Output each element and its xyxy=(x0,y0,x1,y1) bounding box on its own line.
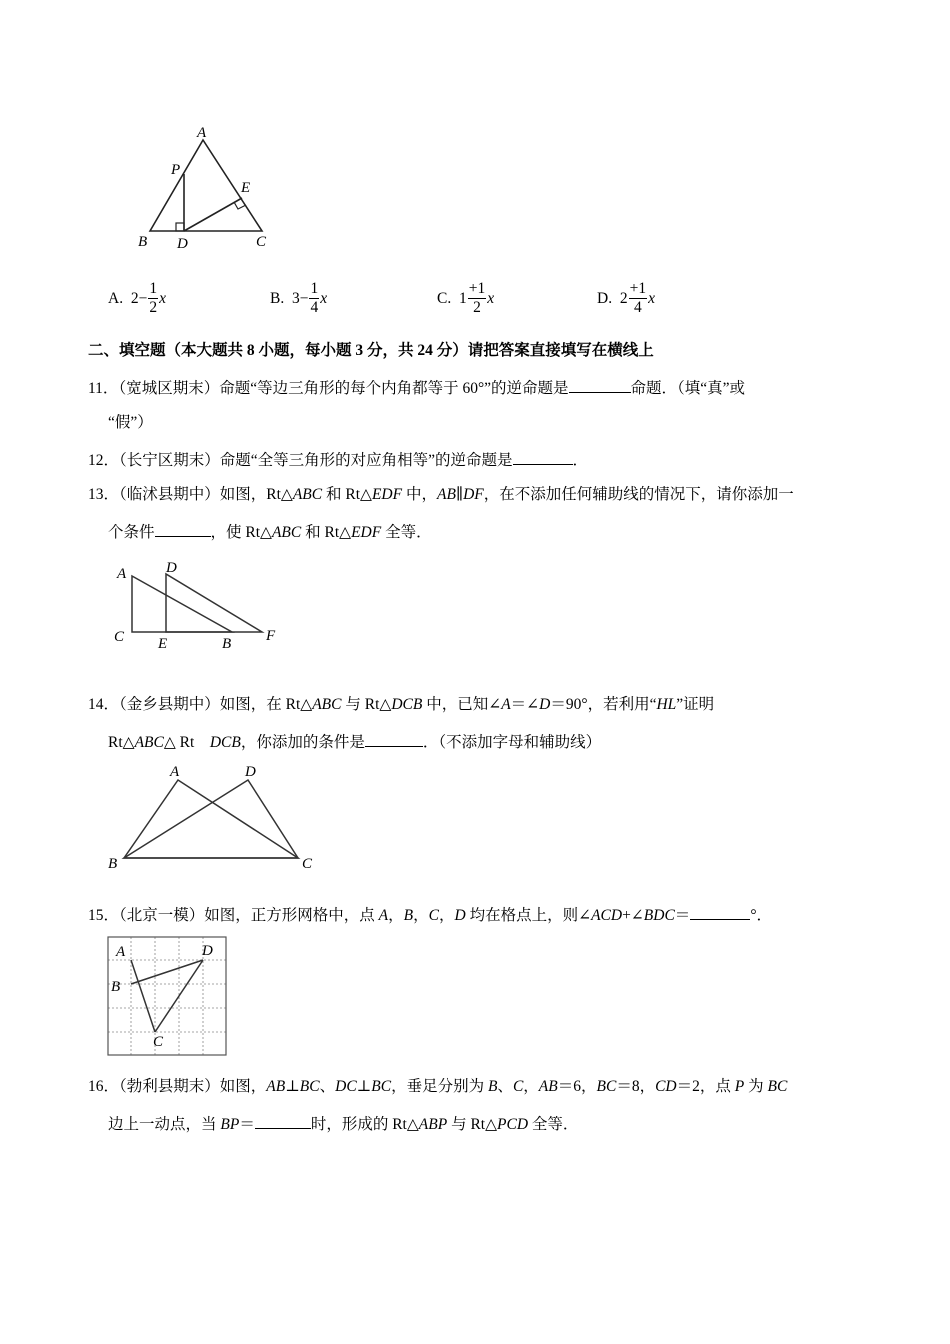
segment-bd xyxy=(131,960,203,984)
label-c: C xyxy=(153,1034,164,1050)
segment-ac xyxy=(131,960,155,1032)
label-a: A xyxy=(117,566,127,582)
fraction: $\frac{+1}{4}$ xyxy=(629,280,647,316)
label-a: A xyxy=(197,125,207,141)
label-d: D xyxy=(245,764,256,780)
option-c[interactable]: C. 1 $\frac{+1}{2}$ x xyxy=(437,280,495,316)
fraction: $\frac{+1}{2}$ xyxy=(468,280,486,316)
answer-blank[interactable] xyxy=(255,1113,311,1129)
question-14-line-2: Rt△ABC△ Rt DCB，你添加的条件是 ．（不添加字母和辅助线） xyxy=(108,731,601,753)
label-c: C xyxy=(302,856,313,872)
option-d[interactable]: D. 2 $\frac{+1}{4}$ x xyxy=(597,280,655,316)
label-b: B xyxy=(111,979,121,995)
label-b: B xyxy=(222,636,232,652)
label-a: A xyxy=(170,764,180,780)
label-f: F xyxy=(266,628,276,644)
label-e: E xyxy=(241,180,251,196)
section-heading: 二、填空题（本大题共 8 小题，每小题 3 分，共 24 分）请把答案直接填写在横线上 xyxy=(88,342,654,359)
option-b[interactable]: B. 3 − $\frac{1}{4}$ x xyxy=(270,280,328,316)
question-16-line-2: 边上一动点，当 BP＝ 时，形成的 Rt△ABP 与 Rt△PCD 全等． xyxy=(108,1113,578,1135)
fraction: $\frac{1}{4}$ xyxy=(310,280,319,316)
label-c: C xyxy=(114,629,125,645)
fraction: $\frac{1}{2}$ xyxy=(149,280,158,316)
question-15: 15．（北京一模）如图，正方形网格中，点 A，B，C，D 均在格点上，则∠ACD+∠BDC＝ °． xyxy=(88,904,772,926)
option-a[interactable]: A. 2 − $\frac{1}{2}$ x xyxy=(108,280,166,316)
question-13-line-2: 个条件 ，使 Rt△ABC 和 Rt△EDF 全等． xyxy=(108,521,432,543)
label-c: C xyxy=(256,234,267,250)
label-d: D xyxy=(202,943,213,959)
label-b: B xyxy=(108,856,118,872)
question-11-line-2: “假”） xyxy=(108,414,153,431)
question-12: 12．（长宁区期末）命题“全等三角形的对应角相等”的逆命题是 ． xyxy=(88,449,588,471)
label-p: P xyxy=(171,162,181,178)
question-11-line-1: 11．（宽城区期末）命题“等边三角形的每个内角都等于 60°”的逆命题是 命题．（填“真”或 xyxy=(88,377,745,399)
question-16-line-1: 16．（勃利县期末）如图，AB⊥BC、DC⊥BC，垂足分别为 B、C，AB＝6，BC＝8，CD＝2，点 P 为 BC xyxy=(88,1078,788,1095)
label-a: A xyxy=(116,944,126,960)
label-d: D xyxy=(166,560,177,576)
label-e: E xyxy=(158,636,168,652)
label-b: B xyxy=(138,234,148,250)
question-13-line-1: 13．（临沭县期中）如图，Rt△ABC 和 Rt△EDF 中，AB∥DF，在不添加任何辅助线的情况下，请你添加一 xyxy=(88,486,794,503)
question-14-line-1: 14．（金乡县期中）如图，在 Rt△ABC 与 Rt△DCB 中，已知∠A＝∠D＝90°，若利用“HL”证明 xyxy=(88,696,715,713)
label-d: D xyxy=(177,236,188,252)
